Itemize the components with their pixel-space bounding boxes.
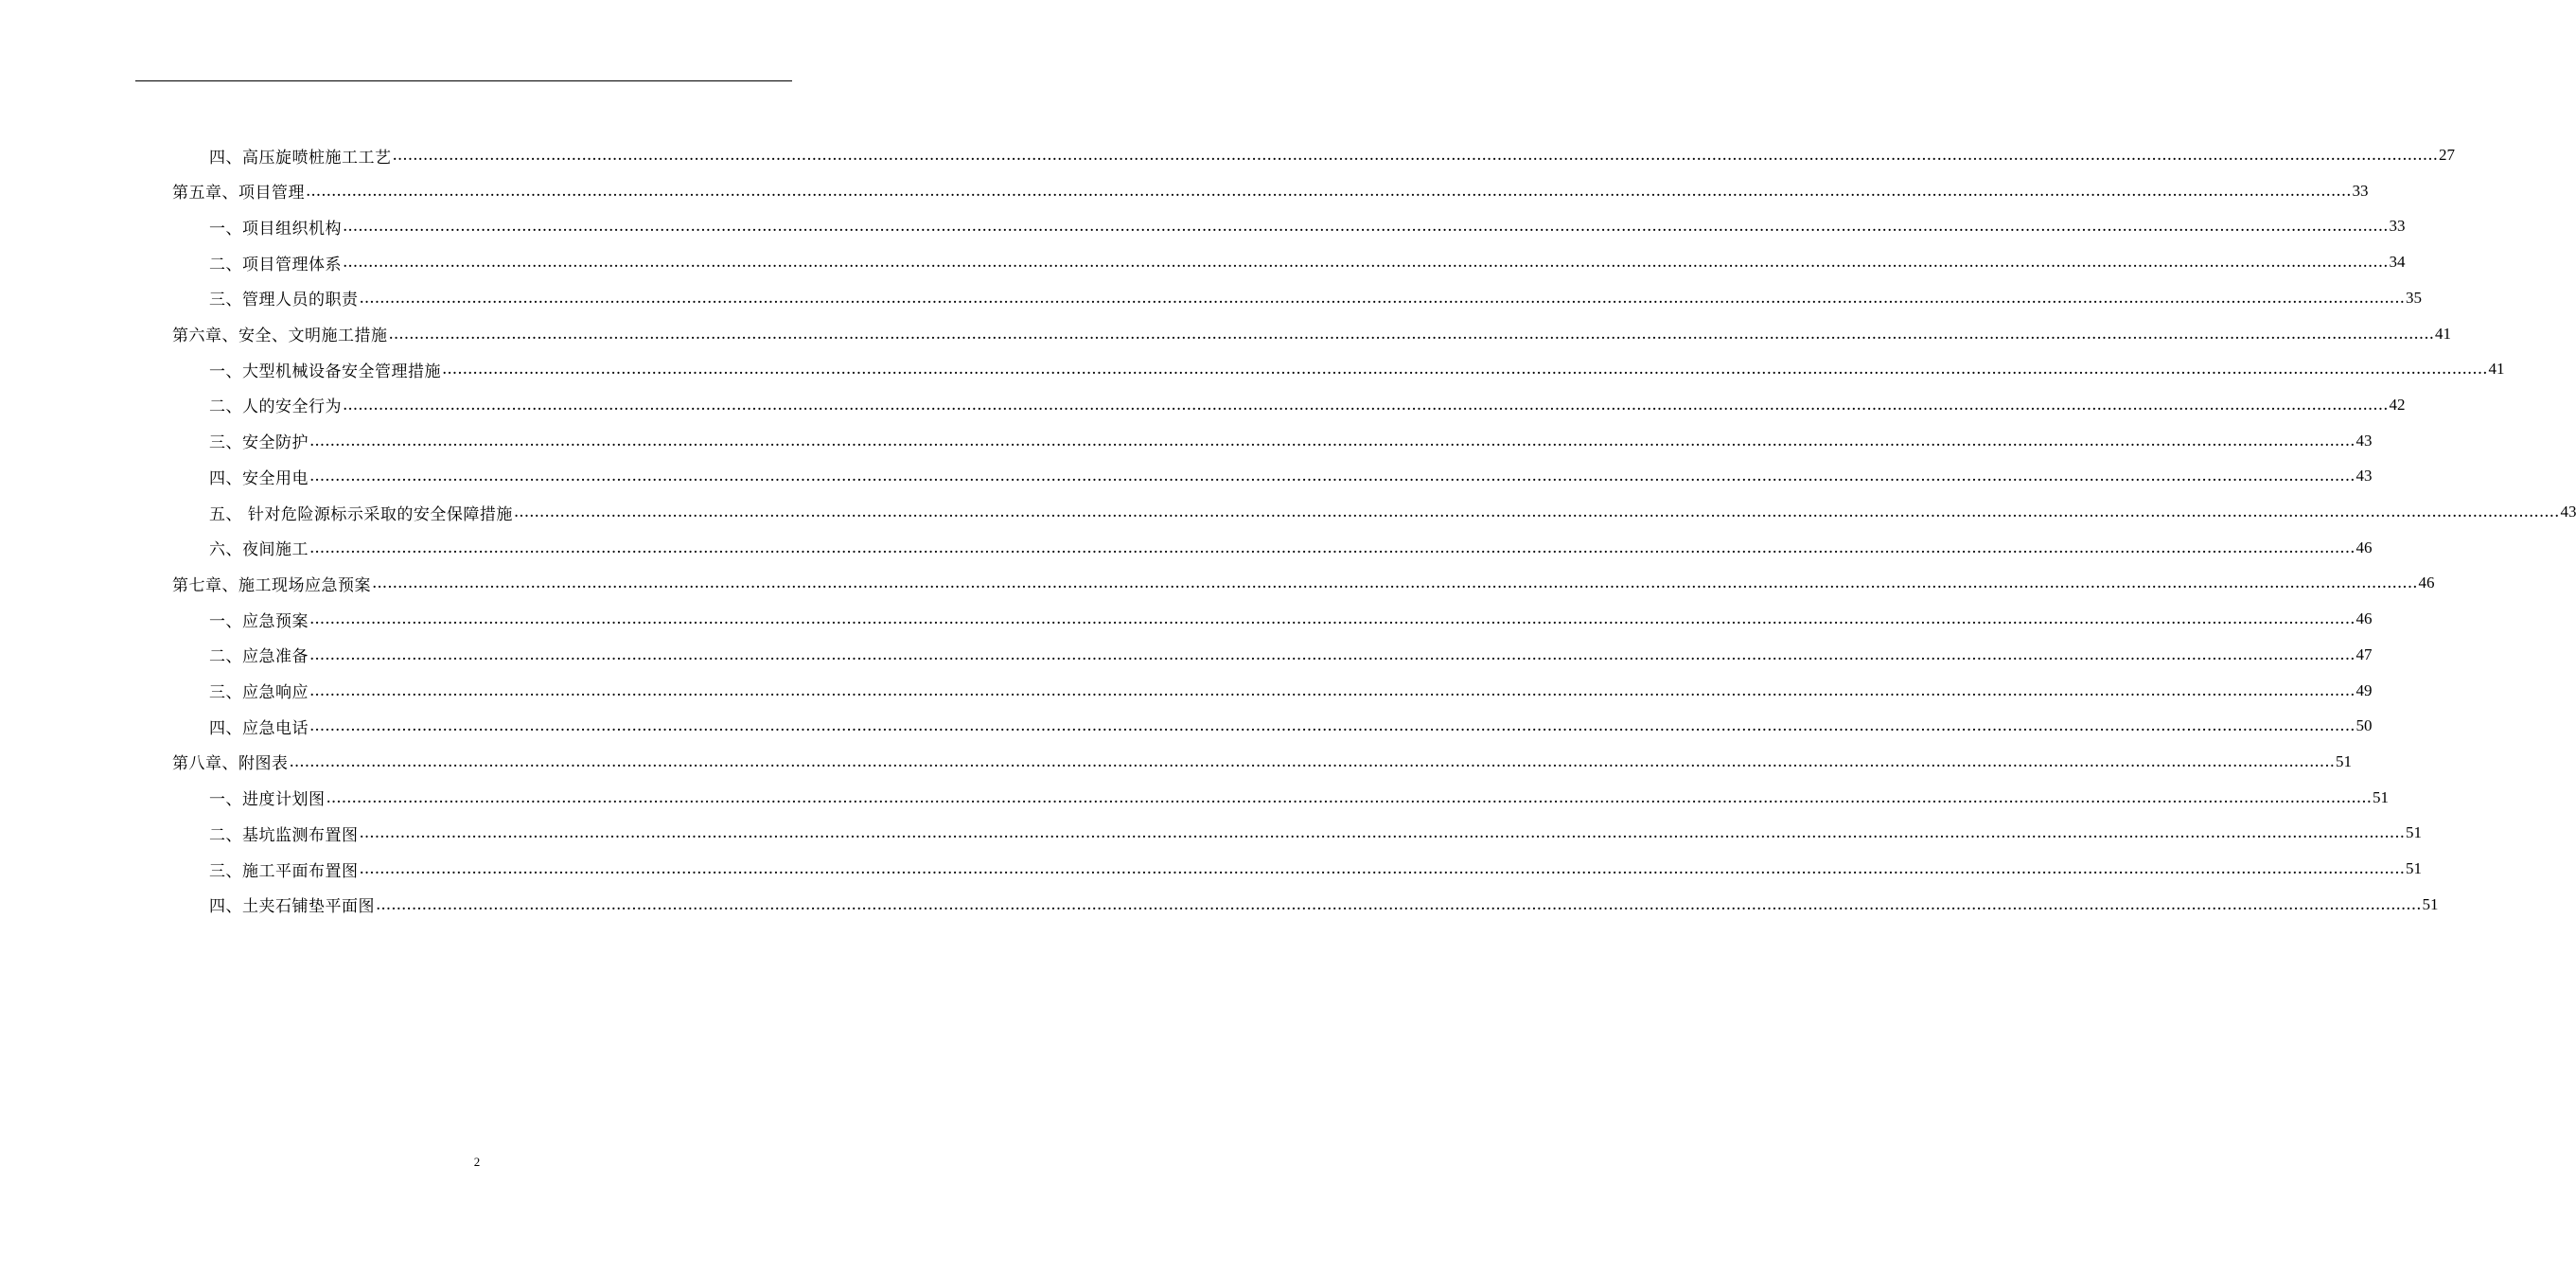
toc-entry-page: 51 <box>2406 823 2423 842</box>
toc-entry-page: 51 <box>2406 859 2423 877</box>
toc-dot-leader: ................................................................................................................................................................................................................................................................................................................................................................................................................ <box>392 146 2439 165</box>
toc-dot-leader: ................................................................................................................................................................................................................................................................................................................................................................................................................ <box>372 574 2418 593</box>
toc-dot-leader: ................................................................................................................................................................................................................................................................................................................................................................................................................ <box>376 894 2422 914</box>
toc-entry[interactable] <box>209 280 2423 316</box>
toc-entry-page: 49 <box>2355 680 2373 699</box>
toc-dot-leader: ................................................................................................................................................................................................................................................................................................................................................................................................................ <box>359 859 2406 878</box>
toc-dot-leader: ................................................................................................................................................................................................................................................................................................................................................................................................................ <box>359 823 2406 843</box>
toc-dot-leader: ................................................................................................................................................................................................................................................................................................................................................................................................................ <box>306 181 2352 201</box>
toc-entry-title: 二、项目管理体系 <box>209 255 342 274</box>
toc-dot-leader: ................................................................................................................................................................................................................................................................................................................................................................................................................ <box>343 395 2389 415</box>
toc-dot-leader: ................................................................................................................................................................................................................................................................................................................................................................................................................ <box>343 253 2389 273</box>
toc-entry-page: 51 <box>2422 894 2439 913</box>
toc-entry-title: 二、基坑监测布置图 <box>209 825 359 845</box>
toc-entry[interactable] <box>209 458 2373 494</box>
toc-entry-page: 46 <box>2355 538 2373 556</box>
toc-entry-page: 33 <box>2389 217 2406 236</box>
toc-entry-page: 27 <box>2439 146 2456 164</box>
toc-dot-leader: ................................................................................................................................................................................................................................................................................................................................................................................................................ <box>309 716 2355 736</box>
toc-entry-page: 43 <box>2560 503 2576 521</box>
toc-entry-title: 一、项目组织机构 <box>209 219 342 238</box>
toc-entry[interactable] <box>209 423 2373 459</box>
toc-entry[interactable] <box>209 815 2423 851</box>
toc-entry-page: 51 <box>2336 751 2353 770</box>
toc-entry-page: 43 <box>2355 467 2373 486</box>
toc-entry-title: 四、应急电话 <box>209 718 309 738</box>
toc-entry-title: 第五章、项目管理 <box>172 184 305 203</box>
toc-entry-title: 三、安全防护 <box>209 433 309 453</box>
toc-entry-title: 四、安全用电 <box>209 468 309 488</box>
toc-entry-title: 三、施工平面布置图 <box>209 861 359 881</box>
toc-entry-title: 一、应急预案 <box>209 611 309 631</box>
toc-entry[interactable] <box>209 208 2406 244</box>
toc-entry[interactable] <box>209 851 2423 887</box>
toc-entry-page: 43 <box>2355 431 2373 450</box>
toc-entry[interactable] <box>209 244 2406 280</box>
toc-dot-leader: ................................................................................................................................................................................................................................................................................................................................................................................................................ <box>309 610 2355 629</box>
toc-entry[interactable] <box>209 137 2456 173</box>
toc-entry-page: 41 <box>2488 360 2505 379</box>
toc-dot-leader: ................................................................................................................................................................................................................................................................................................................................................................................................................ <box>326 787 2373 807</box>
toc-entry-page: 33 <box>2352 181 2369 200</box>
toc-dot-leader: ................................................................................................................................................................................................................................................................................................................................................................................................................ <box>309 431 2355 450</box>
toc-entry-title: 第七章、施工现场应急预案 <box>172 575 371 595</box>
toc-entry-title: 四、高压旋喷桩施工工艺 <box>209 148 392 168</box>
toc-entry[interactable] <box>172 744 2353 780</box>
header-rule <box>135 80 792 81</box>
toc-entry-page: 46 <box>2418 574 2435 592</box>
toc-entry[interactable] <box>209 387 2406 423</box>
toc-entry-title: 三、应急响应 <box>209 683 309 702</box>
toc-dot-leader: ................................................................................................................................................................................................................................................................................................................................................................................................................ <box>359 288 2406 308</box>
toc-entry-title: 第六章、安全、文明施工措施 <box>172 327 388 345</box>
toc-entry[interactable] <box>172 316 2452 352</box>
toc-entry-page: 34 <box>2389 253 2406 272</box>
toc-entry-page: 35 <box>2406 288 2423 307</box>
toc-entry-page: 50 <box>2355 716 2373 735</box>
toc-entry[interactable] <box>172 173 2369 209</box>
toc-entry-page: 46 <box>2355 610 2373 628</box>
toc-entry[interactable] <box>209 494 2576 530</box>
toc-dot-leader: ................................................................................................................................................................................................................................................................................................................................................................................................................ <box>388 324 2435 344</box>
toc-dot-leader: ................................................................................................................................................................................................................................................................................................................................................................................................................ <box>343 217 2389 237</box>
toc-dot-leader: ................................................................................................................................................................................................................................................................................................................................................................................................................ <box>309 538 2355 557</box>
toc-entry-title: 五、 针对危险源标示采取的安全保障措施 <box>209 504 513 524</box>
toc-dot-leader: ................................................................................................................................................................................................................................................................................................................................................................................................................ <box>309 467 2355 486</box>
toc-entry[interactable] <box>209 708 2373 744</box>
toc-dot-leader: ................................................................................................................................................................................................................................................................................................................................................................................................................ <box>442 360 2488 380</box>
toc-entry[interactable] <box>209 530 2373 566</box>
toc-entry[interactable] <box>209 637 2373 673</box>
toc-entry[interactable] <box>209 601 2373 637</box>
toc-entry-page: 51 <box>2373 787 2390 806</box>
toc-entry-page: 42 <box>2389 395 2406 414</box>
toc-dot-leader: ................................................................................................................................................................................................................................................................................................................................................................................................................ <box>309 645 2355 664</box>
toc-dot-leader: ................................................................................................................................................................................................................................................................................................................................................................................................................ <box>513 503 2560 521</box>
toc-dot-leader: ................................................................................................................................................................................................................................................................................................................................................................................................................ <box>289 751 2336 771</box>
toc-entry-title: 一、大型机械设备安全管理措施 <box>209 362 441 381</box>
toc-entry-title: 三、管理人员的职责 <box>209 291 359 310</box>
toc-entry-title: 二、应急准备 <box>209 647 309 667</box>
toc-entry[interactable] <box>209 887 2439 923</box>
toc-entry-title: 一、进度计划图 <box>209 790 326 810</box>
toc-entry-page: 41 <box>2435 324 2452 343</box>
toc-entry-title: 二、人的安全行为 <box>209 398 342 417</box>
toc-entry-title: 六、夜间施工 <box>209 540 309 560</box>
toc-entry[interactable] <box>209 780 2390 816</box>
toc-entry[interactable] <box>172 565 2435 601</box>
page-number: 2 <box>473 1155 481 1169</box>
toc-entry-page: 47 <box>2355 645 2373 663</box>
toc-entry[interactable] <box>209 673 2373 709</box>
toc-entry-title: 四、土夹石铺垫平面图 <box>209 897 375 917</box>
toc-dot-leader: ................................................................................................................................................................................................................................................................................................................................................................................................................ <box>309 680 2355 700</box>
toc-entry[interactable] <box>209 351 2505 387</box>
toc-entry-title: 第八章、附图表 <box>172 754 289 774</box>
